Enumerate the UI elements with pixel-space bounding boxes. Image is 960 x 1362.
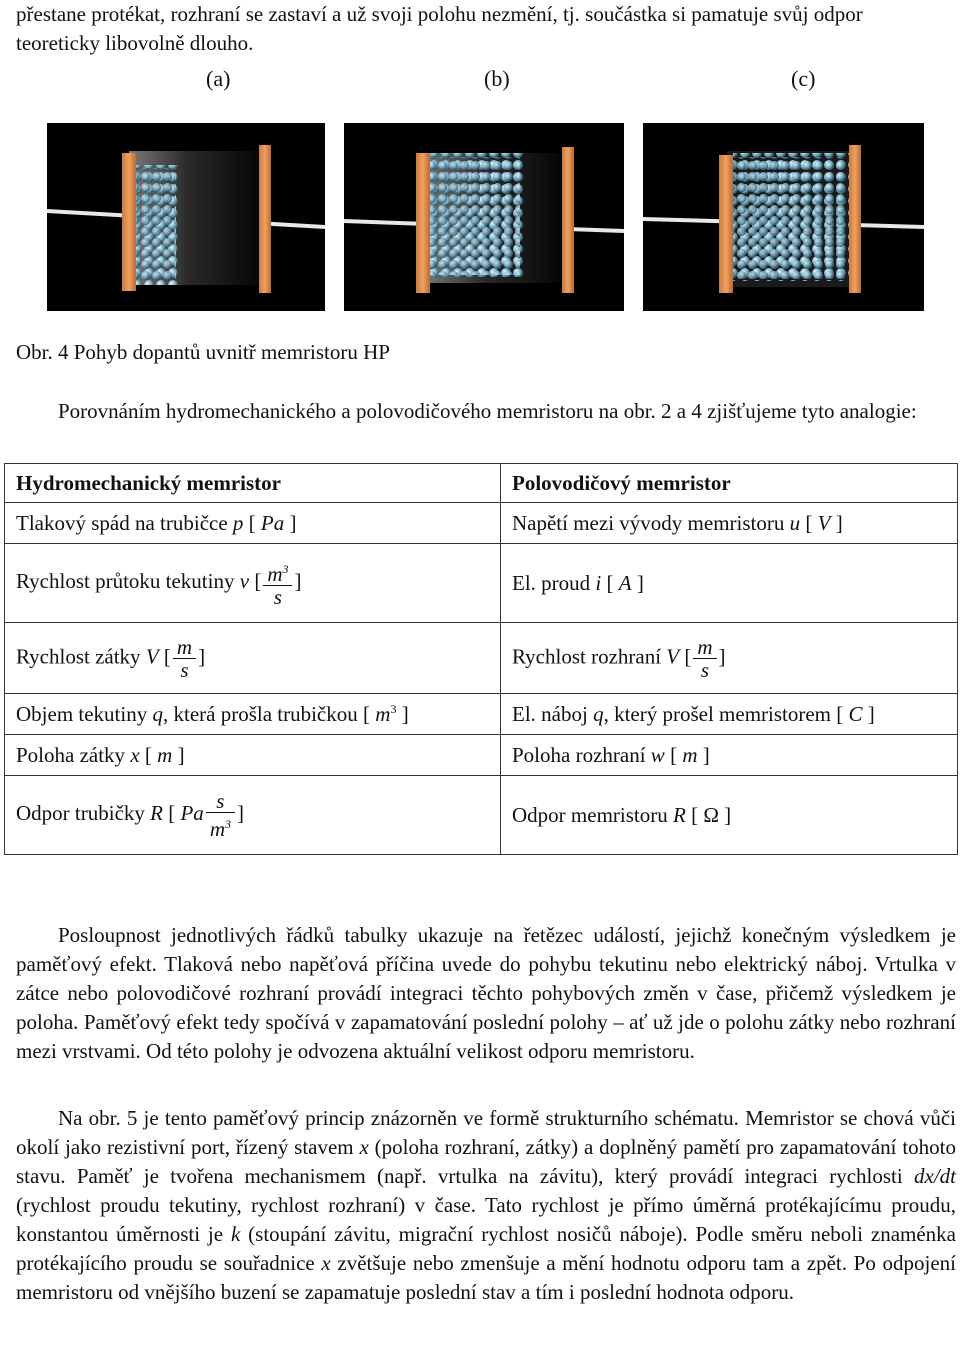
paragraph-2-text: zvětšuje nebo zmenšuje a mění hodnotu odporu tam a zpět. Po odpojení memristoru od vnějšího buzení se zapamatuje poslední stav a tím i poslední hodnota odporu. [16, 1251, 956, 1304]
cell-symbol: V [666, 643, 680, 668]
unit-fraction [206, 790, 235, 840]
table-cell: El. proud i [ A ] [501, 544, 958, 623]
cell-text: Napětí mezi vývody memristoru [512, 510, 785, 535]
cell-text: El. proud [512, 570, 591, 595]
table-header-hydro: Hydromechanický memristor [5, 464, 501, 503]
cell-text-continued: , který prošel memristorem [603, 701, 832, 726]
fraction-denominator: s [273, 585, 282, 609]
table-row [5, 623, 958, 694]
cell-text-continued: , která prošla trubičkou [162, 701, 358, 726]
cell-unit: m [375, 701, 391, 726]
panel-label-b: (b) [484, 66, 510, 91]
table-header-row [5, 464, 958, 503]
table-cell: Rychlost průtoku tekutiny v [ $\frac{m^3}{s}$ ] [5, 544, 501, 623]
table-cell: Napětí mezi vývody memristoru u [ V ] [501, 503, 958, 544]
symbol-dxdt: dx/dt [914, 1164, 956, 1188]
symbol-x: x [321, 1251, 331, 1275]
cell-unit: C [848, 701, 863, 726]
intro-paragraph: Porovnáním hydromechanického a polovodičového memristoru na obr. 2 a 4 zjišťujeme tyto analogie: [58, 399, 917, 423]
paragraph-1: Posloupnost jednotlivých řádků tabulky ukazuje na řetězec událostí, jejichž konečným výsledkem je paměťový efekt. Tlaková nebo napěťová příčina uvede do pohybu tekutinu nebo elektrický náboj. Vrtulka v zátce nebo polovodičové rozhraní provádí integraci těchto pohybových změn v čase, přičemž výsledkem je poloha. Paměťový efekt tedy spočívá v zapamatování poslední polohy – ať už jde o polohu zátky nebo rozhraní mezi vrstvami. Od této polohy je odvozena aktuální velikost odporu memristoru. [16, 923, 956, 1063]
table-cell: Odpor memristoru R [ Ω ] [501, 776, 958, 855]
cell-unit: m [682, 742, 698, 767]
cell-unit: Ω [703, 802, 719, 827]
table-row [5, 735, 958, 776]
table-cell: Tlakový spád na trubičce p [ Pa ] [5, 503, 501, 544]
memristor-illustration-c [643, 123, 924, 311]
cell-text: Poloha rozhraní [512, 742, 646, 767]
cell-text: Rychlost průtoku tekutiny [16, 568, 235, 593]
cell-text: Odpor memristoru [512, 802, 668, 827]
table-row [5, 694, 958, 735]
cell-text: El. náboj [512, 701, 588, 726]
table-row [5, 544, 958, 623]
cell-symbol: w [650, 742, 665, 767]
symbol-x: x [359, 1135, 369, 1159]
paragraph-2-text: (stoupání závitu, migrační rychlost nosičů náboje). Podle směru neboli znaménka protékajícího proudu se souřadnice [16, 1222, 956, 1275]
cell-symbol: q [152, 701, 163, 726]
cell-symbol: R [150, 800, 163, 825]
unit-fraction [693, 636, 716, 681]
table-cell: Objem tekutiny q, která prošla trubičkou [ $m^3$ ] [5, 694, 501, 735]
paragraph-2-text: (rychlost proudu tekutiny, rychlost rozhraní) v čase. Tato rychlost je přímo úměrná protékajícímu proudu, konstantou úměrnosti je [16, 1193, 956, 1246]
fraction-denominator: s [180, 657, 189, 682]
fraction-numerator: m [693, 636, 716, 659]
top-text: přestane protékat, rozhraní se zastaví a už svoji polohu nezmění, tj. součástka si pamatuje svůj odpor teoreticky libovolně dlouho. [16, 2, 863, 55]
cell-text: Odpor trubičky [16, 800, 145, 825]
cell-symbol: q [593, 701, 604, 726]
paragraph-2 [16, 1104, 956, 1307]
table-row [5, 503, 958, 544]
table-header-semi: Polovodičový memristor [501, 464, 958, 503]
memristor-illustration-a [47, 123, 325, 311]
table-cell: El. náboj q, který prošel memristorem [ C ] [501, 694, 958, 735]
cell-symbol: R [672, 802, 686, 827]
fraction-denominator: m [209, 817, 225, 841]
cell-symbol: p [232, 510, 244, 535]
cell-symbol: i [595, 570, 602, 595]
symbol-k: k [230, 1222, 241, 1246]
cell-text: Objem tekutiny [16, 701, 148, 726]
cell-text: Rychlost zátky [16, 643, 141, 668]
analogy-table [4, 463, 958, 855]
table-row [5, 776, 958, 855]
fraction-numerator: m [267, 562, 283, 586]
table-cell: Rychlost zátky V [ $\frac{m}{s}$ ] [5, 623, 501, 694]
fraction-exponent: 3 [282, 562, 289, 576]
fraction-numerator: s [206, 790, 235, 813]
cell-unit: Pa [260, 510, 285, 535]
figure-caption: Obr. 4 Pohyb dopantů uvnitř memristoru HP [16, 340, 390, 364]
table-cell: Poloha zátky x [ m ] [5, 735, 501, 776]
figure-panel-b [344, 123, 624, 311]
figure-panel-a [47, 123, 325, 311]
memristor-illustration-b [344, 123, 624, 311]
cell-unit: m [157, 742, 173, 767]
panel-label-c: (c) [791, 66, 816, 91]
cell-unit: V [817, 510, 831, 535]
unit-fraction [263, 558, 292, 608]
table-cell: Rychlost rozhraní V [ $\frac{m}{s}$ ] [501, 623, 958, 694]
table-cell: Odpor trubičky R [ Pa $\frac{s}{m^3}$ ] [5, 776, 501, 855]
cell-text: Poloha zátky [16, 742, 126, 767]
unit-fraction [173, 636, 196, 681]
table-cell: Poloha rozhraní w [ m ] [501, 735, 958, 776]
cell-text: Rychlost rozhraní [512, 643, 662, 668]
cell-text: Tlakový spád na trubičce [16, 510, 228, 535]
cell-symbol: v [239, 568, 250, 593]
paragraph-2-text: (poloha rozhraní, zátky) a doplněný pamětí pro zapamatování tohoto stavu. Paměť je tvořena mechanismem (např. vrtulka na závitu), který provádí integraci rychlosti [16, 1135, 956, 1188]
unit-exponent: 3 [390, 701, 397, 716]
fraction-exponent: 3 [224, 817, 231, 831]
cell-unit: Pa [180, 800, 204, 825]
cell-symbol: x [130, 742, 140, 767]
panel-label-a: (a) [206, 66, 231, 91]
fraction-numerator: m [173, 636, 196, 659]
cell-unit: A [618, 570, 632, 595]
fraction-denominator: s [700, 657, 710, 682]
paragraph-2-text: Na obr. 5 je tento paměťový princip znázorněn ve formě strukturního schématu. Memristor se chová vůči okolí jako rezistivní port, řízený stavem [16, 1106, 956, 1159]
cell-symbol: V [145, 643, 159, 668]
cell-symbol: u [789, 510, 801, 535]
figure-panel-c [643, 123, 924, 311]
